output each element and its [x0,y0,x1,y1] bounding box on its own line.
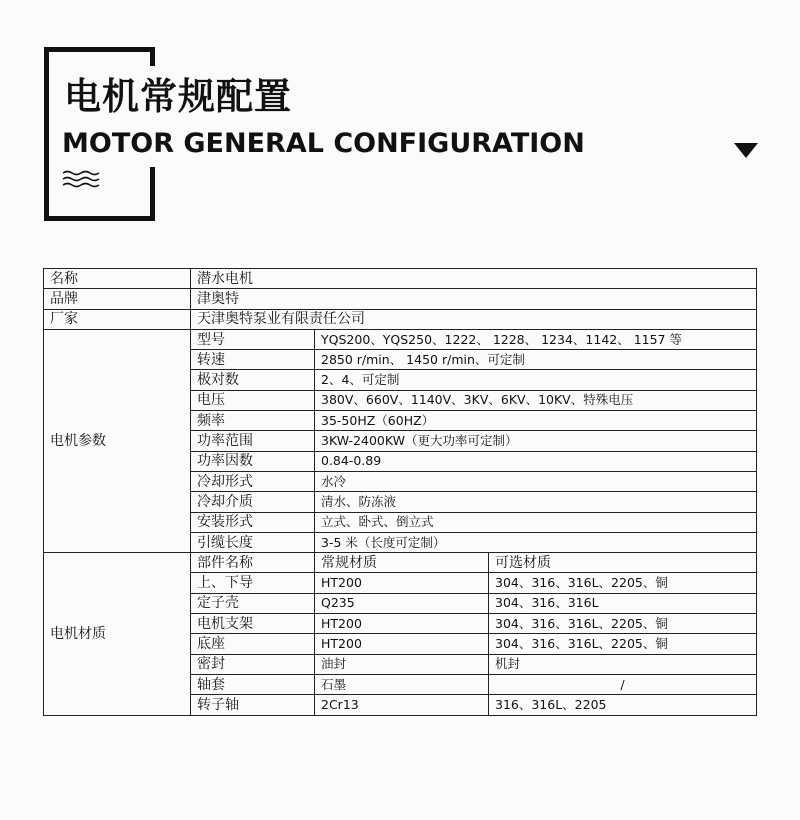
column-header-part: 部件名称 [191,553,315,573]
param-label: 功率范围 [191,431,315,451]
page-title: 电机常规配置 [64,72,296,122]
optional-material: / [489,674,757,694]
param-value: 2、4、可定制 [315,370,757,390]
field-label: 品牌 [44,289,191,309]
param-label: 频率 [191,411,315,431]
standard-material: 油封 [315,654,489,674]
group-label-materials: 电机材质 [44,553,191,715]
part-name: 轴套 [191,674,315,694]
field-value: 天津奥特泵业有限责任公司 [191,309,757,329]
optional-material: 304、316、316L、2205、铜 [489,614,757,634]
param-label: 冷却介质 [191,492,315,512]
param-value: YQS200、YQS250、1222、 1228、 1234、1142、 1157 等 [315,329,757,349]
field-label: 厂家 [44,309,191,329]
standard-material: HT200 [315,634,489,654]
param-value: 2850 r/min、 1450 r/min、可定制 [315,350,757,370]
triangle-down-icon [734,143,758,158]
column-header-std: 常规材质 [315,553,489,573]
column-header-opt: 可选材质 [489,553,757,573]
part-name: 转子轴 [191,695,315,715]
param-label: 型号 [191,329,315,349]
table-row [44,269,757,289]
standard-material: Q235 [315,593,489,613]
standard-material: HT200 [315,614,489,634]
param-label: 功率因数 [191,451,315,471]
config-table [43,268,757,716]
param-value: 3-5 米（长度可定制） [315,532,757,552]
param-label: 极对数 [191,370,315,390]
param-value: 35-50HZ（60HZ） [315,411,757,431]
page-subtitle: MOTOR GENERAL CONFIGURATION [60,124,589,164]
param-value: 立式、卧式、倒立式 [315,512,757,532]
field-label: 名称 [44,269,191,289]
field-value: 潜水电机 [191,269,757,289]
optional-material: 316、316L、2205 [489,695,757,715]
param-label: 引缆长度 [191,532,315,552]
param-value: 清水、防冻液 [315,492,757,512]
field-value: 津奥特 [191,289,757,309]
optional-material: 304、316、316L、2205、铜 [489,573,757,593]
optional-material: 机封 [489,654,757,674]
part-name: 底座 [191,634,315,654]
standard-material: 2Cr13 [315,695,489,715]
param-value: 0.84-0.89 [315,451,757,471]
standard-material: 石墨 [315,674,489,694]
table-row [44,309,757,329]
param-value: 水冷 [315,471,757,491]
group-label-params: 电机参数 [44,329,191,552]
table-row [44,553,757,573]
param-value: 380V、660V、1140V、3KV、6KV、10KV、特殊电压 [315,390,757,410]
part-name: 电机支架 [191,614,315,634]
param-label: 安装形式 [191,512,315,532]
table-row [44,289,757,309]
wave-icon [62,170,102,188]
param-label: 电压 [191,390,315,410]
param-label: 转速 [191,350,315,370]
param-value: 3KW-2400KW（更大功率可定制） [315,431,757,451]
config-table-body [44,269,757,716]
param-label: 冷却形式 [191,471,315,491]
part-name: 密封 [191,654,315,674]
optional-material: 304、316、316L [489,593,757,613]
table-row [44,329,757,349]
part-name: 上、下导 [191,573,315,593]
part-name: 定子壳 [191,593,315,613]
optional-material: 304、316、316L、2205、铜 [489,634,757,654]
standard-material: HT200 [315,573,489,593]
